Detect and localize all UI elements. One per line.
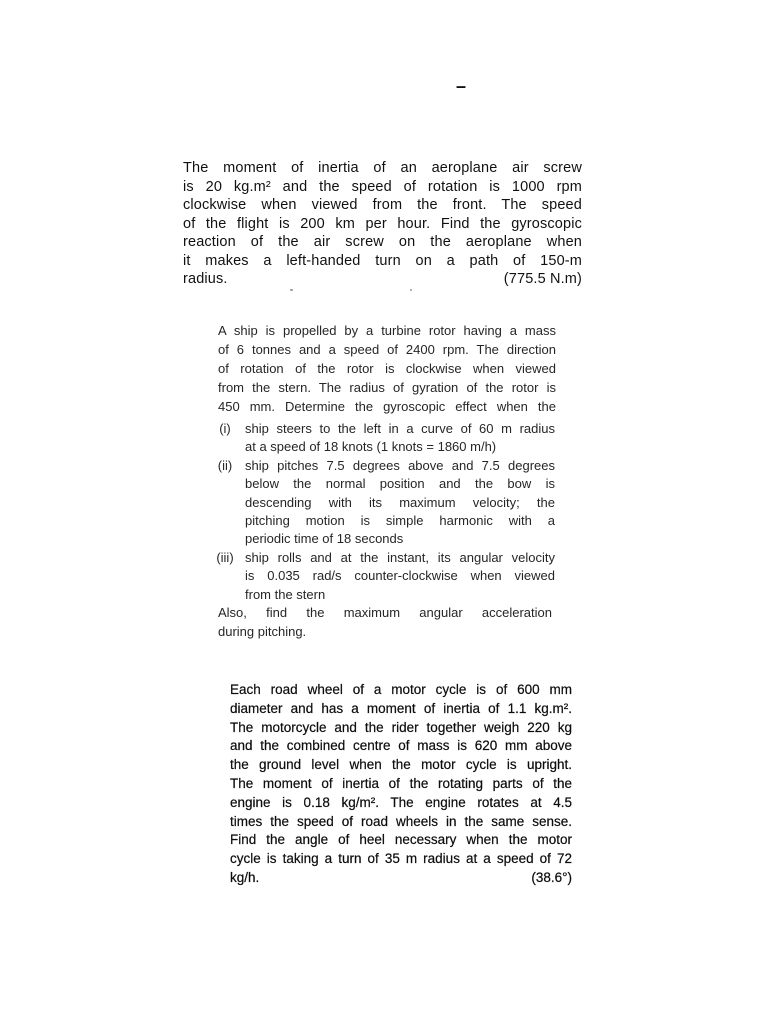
text-line: The moment of inertia of an aeroplane air screw	[183, 160, 582, 176]
text-line: times the speed of road wheels in the same sense.	[230, 813, 572, 829]
list-item-text	[245, 457, 555, 549]
list-label: (ii)	[217, 457, 233, 473]
text-line: A ship is propelled by a turbine rotor having a mass	[218, 322, 556, 338]
text-line: of rotation of the rotor is clockwise when viewed	[218, 360, 556, 376]
text-line: Also, find the maximum angular acceleration	[218, 604, 552, 620]
text-line: of 6 tonnes and a speed of 2400 rpm. The direction	[218, 341, 556, 357]
text-line: below the normal position and the bow is	[245, 476, 555, 492]
list-item	[205, 420, 555, 457]
text-line: and the combined centre of mass is 620 mm above	[230, 738, 572, 754]
text-line: at a speed of 18 knots (1 knots = 1860 m/h)	[245, 439, 497, 455]
text-line: it makes a left-handed turn on a path of 150-m	[183, 252, 582, 269]
text-line: ship steers to the left in a curve of 60 m radius	[245, 421, 555, 436]
problem-ship-rotor-closing	[218, 603, 552, 641]
problem-text	[183, 159, 582, 270]
list-item	[205, 457, 555, 549]
text-line: ship rolls and at the instant, its angular velocity	[245, 549, 555, 565]
answer-value: (38.6°)	[531, 869, 572, 885]
text-line: pitching motion is simple harmonic with a	[245, 513, 555, 529]
text-line: the ground level when the motor cycle is upright.	[230, 757, 572, 773]
text-line: from the stern. The radius of gyration of the rotor is	[218, 379, 556, 395]
problem-text	[230, 681, 572, 869]
text-line: reaction of the air screw on the aeroplane when	[183, 234, 582, 250]
answer-line	[230, 869, 572, 888]
closing-word: kg/h.	[230, 869, 260, 885]
text-line: during pitching.	[218, 623, 307, 639]
text-line: Each road wheel of a motor cycle is of 600 mm	[230, 682, 572, 697]
text-line: cycle is taking a turn of 35 m radius at a speed of 72	[230, 851, 572, 867]
text-line: periodic time of 18 seconds	[245, 531, 404, 547]
closing-word: radius.	[183, 271, 228, 287]
text-line: descending with its maximum velocity; the	[245, 494, 555, 510]
page-mark: –	[456, 76, 467, 96]
problem-motor-cycle	[230, 681, 572, 888]
list-label: (iii)	[216, 549, 234, 565]
text-line: Find the angle of heel necessary when the motor	[230, 832, 572, 848]
text-line: is 20 kg.m² and the speed of rotation is 1000 rpm	[183, 178, 582, 195]
text-line: of the flight is 200 km per hour. Find the gyroscopic	[183, 215, 582, 232]
problem-text	[218, 321, 556, 416]
text-line: 450 mm. Determine the gyroscopic effect when the	[218, 398, 556, 414]
list-item-text	[245, 420, 555, 457]
text-line: from the stern	[245, 586, 326, 602]
answer-value: (775.5 N.m)	[503, 271, 582, 287]
text-line: The moment of inertia of the rotating parts of the	[230, 775, 572, 791]
problem-ship-rotor-intro	[218, 321, 556, 416]
problem-ship-rotor-cases	[205, 420, 555, 604]
text-line: ship pitches 7.5 degrees above and 7.5 degrees	[245, 457, 555, 473]
text-line: The motorcycle and the rider together weigh 220 kg	[230, 719, 572, 735]
problem-text	[218, 603, 552, 641]
text-line: clockwise when viewed from the front. The speed	[183, 197, 582, 213]
list-label: (i)	[219, 421, 231, 436]
problem-aeroplane-air-screw	[183, 159, 582, 289]
list-item	[205, 549, 555, 604]
text-line: is 0.035 rad/s counter-clockwise when viewed	[245, 568, 555, 584]
answer-line	[183, 270, 582, 289]
list-item-text	[245, 549, 555, 604]
scan-speck	[410, 289, 412, 291]
text-line: diameter and has a moment of inertia of 1.1 kg.m².	[230, 700, 572, 716]
scan-speck	[290, 289, 293, 291]
text-line: engine is 0.18 kg/m². The engine rotates at 4.5	[230, 794, 572, 810]
